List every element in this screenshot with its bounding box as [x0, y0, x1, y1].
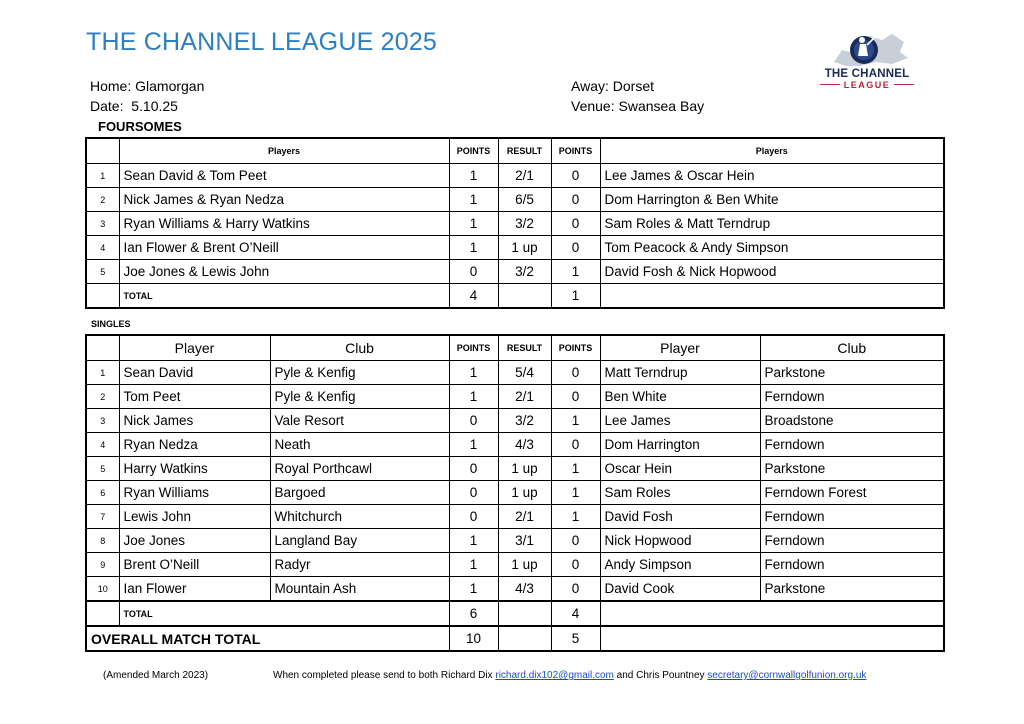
table-row — [86, 433, 944, 457]
away-club: Broadstone — [760, 409, 944, 433]
home-players: Sean David & Tom Peet — [119, 164, 449, 188]
home-club: Vale Resort — [270, 409, 449, 433]
home-club: Radyr — [270, 553, 449, 577]
home-club: Neath — [270, 433, 449, 457]
singles-heading: SINGLES — [91, 319, 131, 329]
away-players: David Fosh & Nick Hopwood — [600, 260, 944, 284]
email-link-richard[interactable]: richard.dix102@gmail.com — [495, 670, 614, 681]
table-row — [86, 481, 944, 505]
table-row — [86, 236, 944, 260]
table-row — [86, 260, 944, 284]
home-points: 1 — [449, 164, 498, 188]
result-header: RESULT — [498, 138, 551, 164]
home-player: Ryan Nedza — [119, 433, 270, 457]
home-players: Ian Flower & Brent O’Neill — [119, 236, 449, 260]
foursomes-table — [85, 137, 945, 309]
home-points: 0 — [449, 457, 498, 481]
date-label: Date: — [90, 98, 124, 114]
home-player: Harry Watkins — [119, 457, 270, 481]
home-points: 1 — [449, 236, 498, 260]
home-label: Home: — [90, 78, 132, 94]
blank-cell — [86, 284, 119, 309]
away-points: 0 — [551, 529, 600, 553]
result: 3/1 — [498, 529, 551, 553]
away-team: Dorset — [612, 78, 654, 94]
row-number: 3 — [86, 212, 119, 236]
home-club: Whitchurch — [270, 505, 449, 529]
submission-text: When completed please send to both Richard Dix — [273, 670, 493, 681]
player-header: Player — [119, 335, 270, 361]
foursomes-total-row — [86, 284, 944, 309]
blank-cell — [86, 601, 119, 626]
home-points: 0 — [449, 409, 498, 433]
away-club: Ferndown — [760, 529, 944, 553]
home-players: Joe Jones & Lewis John — [119, 260, 449, 284]
home-player: Tom Peet — [119, 385, 270, 409]
club-header: Club — [760, 335, 944, 361]
overall-home-total: 10 — [449, 626, 498, 651]
row-number: 9 — [86, 553, 119, 577]
venue-label: Venue: — [571, 98, 615, 114]
result: 1 up — [498, 553, 551, 577]
away-players: Dom Harrington & Ben White — [600, 188, 944, 212]
logo-text: THE CHANNEL — [824, 68, 910, 80]
home-points: 1 — [449, 212, 498, 236]
overall-away-total: 5 — [551, 626, 600, 651]
home-points: 1 — [449, 577, 498, 602]
total-label: TOTAL — [119, 284, 449, 309]
home-points: 0 — [449, 260, 498, 284]
row-number: 4 — [86, 236, 119, 260]
away-club: Ferndown Forest — [760, 481, 944, 505]
row-number: 6 — [86, 481, 119, 505]
match-date: 5.10.25 — [131, 98, 178, 114]
blank-header — [86, 138, 119, 164]
table-row — [86, 164, 944, 188]
overall-total-row — [86, 626, 944, 651]
away-players: Tom Peacock & Andy Simpson — [600, 236, 944, 260]
row-number: 3 — [86, 409, 119, 433]
blank-cell — [600, 626, 944, 651]
result: 1 up — [498, 236, 551, 260]
blank-cell — [600, 284, 944, 309]
away-player: Dom Harrington — [600, 433, 760, 457]
away-club: Ferndown — [760, 385, 944, 409]
home-points: 0 — [449, 505, 498, 529]
blank-cell — [498, 284, 551, 309]
row-number: 1 — [86, 361, 119, 385]
away-points: 0 — [551, 577, 600, 602]
away-club: Ferndown — [760, 553, 944, 577]
away-total: 1 — [551, 284, 600, 309]
amended-note: (Amended March 2023) — [103, 670, 209, 681]
away-points: 0 — [551, 433, 600, 457]
points-header: POINTS — [449, 335, 498, 361]
submission-note — [273, 670, 866, 681]
home-points: 1 — [449, 529, 498, 553]
away-club: Parkstone — [760, 457, 944, 481]
league-logo — [812, 26, 922, 96]
result: 5/4 — [498, 361, 551, 385]
away-points: 0 — [551, 385, 600, 409]
club-header: Club — [270, 335, 449, 361]
away-club: Parkstone — [760, 577, 944, 602]
away-points: 0 — [551, 212, 600, 236]
home-club: Royal Porthcawl — [270, 457, 449, 481]
players-header: Players — [119, 138, 449, 164]
away-player: Ben White — [600, 385, 760, 409]
logo-rule-right — [894, 84, 914, 85]
home-player: Sean David — [119, 361, 270, 385]
table-row — [86, 212, 944, 236]
home-player: Lewis John — [119, 505, 270, 529]
away-players: Lee James & Oscar Hein — [600, 164, 944, 188]
away-club: Ferndown — [760, 505, 944, 529]
away-player: David Fosh — [600, 505, 760, 529]
away-player: Lee James — [600, 409, 760, 433]
foursomes-heading: FOURSOMES — [98, 119, 182, 134]
result: 2/1 — [498, 164, 551, 188]
row-number: 7 — [86, 505, 119, 529]
page-title: THE CHANNEL LEAGUE 2025 — [86, 28, 438, 56]
home-player: Ryan Williams — [119, 481, 270, 505]
table-row — [86, 505, 944, 529]
home-team-line — [90, 78, 204, 94]
players-header: Players — [600, 138, 944, 164]
home-points: 1 — [449, 433, 498, 457]
away-points: 0 — [551, 236, 600, 260]
result: 4/3 — [498, 433, 551, 457]
home-total: 6 — [449, 601, 498, 626]
home-club: Mountain Ash — [270, 577, 449, 602]
row-number: 8 — [86, 529, 119, 553]
home-club: Pyle & Kenfig — [270, 361, 449, 385]
table-row — [86, 577, 944, 602]
away-player: Nick Hopwood — [600, 529, 760, 553]
home-points: 1 — [449, 553, 498, 577]
result-header: RESULT — [498, 335, 551, 361]
points-header: POINTS — [551, 138, 600, 164]
home-points: 1 — [449, 385, 498, 409]
away-points: 0 — [551, 361, 600, 385]
singles-rows — [86, 361, 944, 602]
points-header: POINTS — [449, 138, 498, 164]
singles-header-row — [86, 335, 944, 361]
away-points: 1 — [551, 481, 600, 505]
result: 2/1 — [498, 505, 551, 529]
away-points: 1 — [551, 409, 600, 433]
home-club: Langland Bay — [270, 529, 449, 553]
row-number: 2 — [86, 385, 119, 409]
table-row — [86, 529, 944, 553]
row-number: 5 — [86, 260, 119, 284]
blank-header — [86, 335, 119, 361]
submission-text: and Chris Pountney — [616, 670, 705, 681]
table-row — [86, 553, 944, 577]
home-club: Pyle & Kenfig — [270, 385, 449, 409]
player-header: Player — [600, 335, 760, 361]
blank-cell — [498, 626, 551, 651]
away-label: Away: — [571, 78, 609, 94]
home-points: 0 — [449, 481, 498, 505]
result: 6/5 — [498, 188, 551, 212]
away-total: 4 — [551, 601, 600, 626]
home-points: 1 — [449, 188, 498, 212]
date-line — [90, 98, 178, 114]
table-row — [86, 361, 944, 385]
venue: Swansea Bay — [618, 98, 705, 114]
table-row — [86, 188, 944, 212]
blank-cell — [600, 601, 944, 626]
result: 2/1 — [498, 385, 551, 409]
row-number: 1 — [86, 164, 119, 188]
away-player: Sam Roles — [600, 481, 760, 505]
total-label: TOTAL — [119, 601, 449, 626]
away-points: 1 — [551, 457, 600, 481]
away-player: Andy Simpson — [600, 553, 760, 577]
away-points: 0 — [551, 553, 600, 577]
result: 3/2 — [498, 260, 551, 284]
away-points: 1 — [551, 505, 600, 529]
home-player: Brent O’Neill — [119, 553, 270, 577]
table-row — [86, 457, 944, 481]
table-row — [86, 409, 944, 433]
away-team-line — [571, 78, 654, 94]
away-player: David Cook — [600, 577, 760, 602]
away-players: Sam Roles & Matt Terndrup — [600, 212, 944, 236]
away-player: Oscar Hein — [600, 457, 760, 481]
home-players: Nick James & Ryan Nedza — [119, 188, 449, 212]
home-players: Ryan Williams & Harry Watkins — [119, 212, 449, 236]
home-points: 1 — [449, 361, 498, 385]
result: 3/2 — [498, 212, 551, 236]
row-number: 4 — [86, 433, 119, 457]
row-number: 10 — [86, 577, 119, 602]
singles-total-row — [86, 601, 944, 626]
row-number: 5 — [86, 457, 119, 481]
away-player: Matt Terndrup — [600, 361, 760, 385]
singles-table — [85, 334, 945, 652]
away-club: Ferndown — [760, 433, 944, 457]
result: 4/3 — [498, 577, 551, 602]
table-row — [86, 385, 944, 409]
away-club: Parkstone — [760, 361, 944, 385]
home-player: Ian Flower — [119, 577, 270, 602]
home-player: Joe Jones — [119, 529, 270, 553]
email-link-secretary[interactable]: secretary@cornwallgolfunion.org.uk — [707, 670, 867, 681]
blank-cell — [498, 601, 551, 626]
away-points: 0 — [551, 164, 600, 188]
golfer-map-logo-icon — [812, 26, 922, 70]
result: 1 up — [498, 481, 551, 505]
result: 1 up — [498, 457, 551, 481]
foursomes-header-row — [86, 138, 944, 164]
result: 3/2 — [498, 409, 551, 433]
row-number: 2 — [86, 188, 119, 212]
away-points: 0 — [551, 188, 600, 212]
away-points: 1 — [551, 260, 600, 284]
home-total: 4 — [449, 284, 498, 309]
points-header: POINTS — [551, 335, 600, 361]
home-club: Bargoed — [270, 481, 449, 505]
venue-line — [571, 98, 704, 114]
home-player: Nick James — [119, 409, 270, 433]
home-team: Glamorgan — [135, 78, 205, 94]
logo-subtext: LEAGUE — [843, 80, 891, 90]
overall-label: OVERALL MATCH TOTAL — [86, 626, 449, 651]
